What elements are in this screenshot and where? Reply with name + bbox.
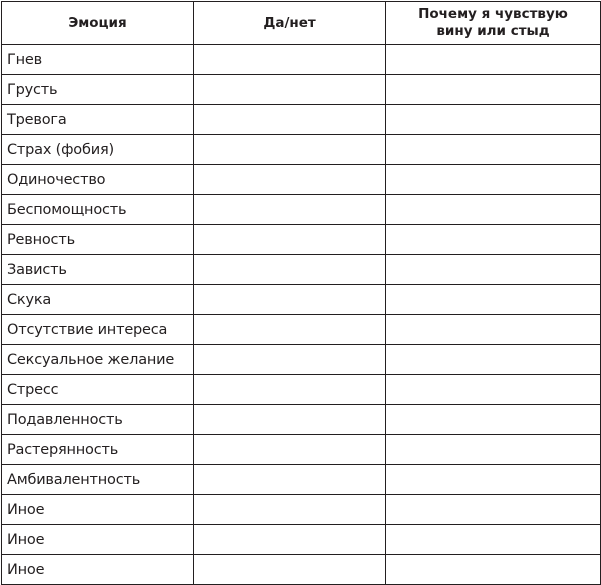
table-row [2, 195, 601, 225]
yes-no-cell[interactable] [194, 405, 386, 435]
reason-cell[interactable] [386, 435, 601, 465]
table-row [2, 405, 601, 435]
table-row [2, 45, 601, 75]
header-emotion: Эмоция [2, 2, 194, 45]
yes-no-cell[interactable] [194, 315, 386, 345]
yes-no-cell[interactable] [194, 375, 386, 405]
yes-no-cell[interactable] [194, 225, 386, 255]
yes-no-cell[interactable] [194, 345, 386, 375]
emotion-cell: Амбивалентность [2, 465, 194, 495]
emotion-cell: Одиночество [2, 165, 194, 195]
reason-cell[interactable] [386, 225, 601, 255]
table-row [2, 225, 601, 255]
emotion-cell: Скука [2, 285, 194, 315]
table-row [2, 75, 601, 105]
reason-cell[interactable] [386, 375, 601, 405]
yes-no-cell[interactable] [194, 105, 386, 135]
yes-no-cell[interactable] [194, 555, 386, 585]
table-row [2, 495, 601, 525]
yes-no-cell[interactable] [194, 195, 386, 225]
reason-cell[interactable] [386, 105, 601, 135]
emotion-cell: Ревность [2, 225, 194, 255]
emotion-cell: Отсутствие интереса [2, 315, 194, 345]
yes-no-cell[interactable] [194, 435, 386, 465]
header-yes-no: Да/нет [194, 2, 386, 45]
emotion-cell: Гнев [2, 45, 194, 75]
reason-cell[interactable] [386, 315, 601, 345]
emotion-cell: Беспомощность [2, 195, 194, 225]
table-row [2, 315, 601, 345]
emotions-table [1, 1, 601, 585]
table-row [2, 345, 601, 375]
yes-no-cell[interactable] [194, 165, 386, 195]
table-row [2, 465, 601, 495]
table-row [2, 375, 601, 405]
reason-cell[interactable] [386, 345, 601, 375]
yes-no-cell[interactable] [194, 135, 386, 165]
reason-cell[interactable] [386, 45, 601, 75]
header-row [2, 2, 601, 45]
reason-cell[interactable] [386, 285, 601, 315]
yes-no-cell[interactable] [194, 525, 386, 555]
emotion-cell: Грусть [2, 75, 194, 105]
table-row [2, 165, 601, 195]
reason-cell[interactable] [386, 405, 601, 435]
table-row [2, 135, 601, 165]
emotion-cell: Иное [2, 525, 194, 555]
yes-no-cell[interactable] [194, 255, 386, 285]
yes-no-cell[interactable] [194, 75, 386, 105]
reason-cell[interactable] [386, 465, 601, 495]
emotion-cell: Сексуальное желание [2, 345, 194, 375]
reason-cell[interactable] [386, 135, 601, 165]
emotion-cell: Тревога [2, 105, 194, 135]
reason-cell[interactable] [386, 75, 601, 105]
yes-no-cell[interactable] [194, 285, 386, 315]
emotion-cell: Зависть [2, 255, 194, 285]
emotion-cell: Иное [2, 555, 194, 585]
header-reason [386, 2, 601, 45]
reason-cell[interactable] [386, 495, 601, 525]
emotion-cell: Стресс [2, 375, 194, 405]
yes-no-cell[interactable] [194, 465, 386, 495]
yes-no-cell[interactable] [194, 45, 386, 75]
table-row [2, 555, 601, 585]
table-row [2, 285, 601, 315]
emotion-cell: Страх (фобия) [2, 135, 194, 165]
table-row [2, 255, 601, 285]
emotion-cell: Иное [2, 495, 194, 525]
emotion-cell: Растерянность [2, 435, 194, 465]
reason-cell[interactable] [386, 165, 601, 195]
reason-cell[interactable] [386, 195, 601, 225]
table-row [2, 105, 601, 135]
reason-cell[interactable] [386, 555, 601, 585]
reason-cell[interactable] [386, 525, 601, 555]
emotion-cell: Подавленность [2, 405, 194, 435]
table-row [2, 435, 601, 465]
yes-no-cell[interactable] [194, 495, 386, 525]
table-row [2, 525, 601, 555]
reason-cell[interactable] [386, 255, 601, 285]
header-reason-text: Почему я чувствую вину или стыд [418, 6, 568, 39]
